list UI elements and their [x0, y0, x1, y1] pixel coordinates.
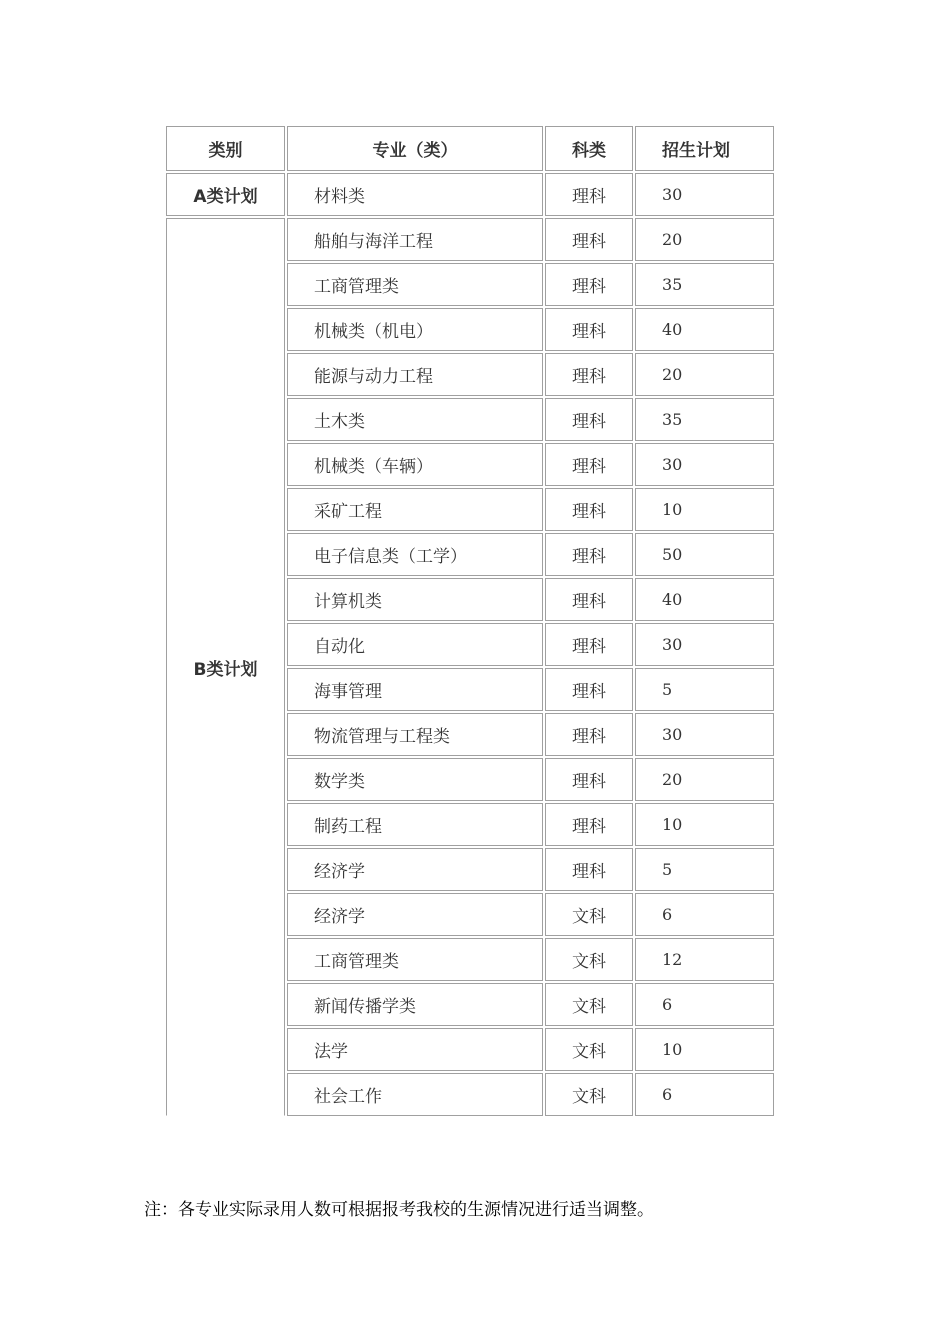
subject-cell: 理科 [545, 713, 633, 756]
table-header-row [166, 126, 774, 171]
subject-cell: 文科 [545, 938, 633, 981]
footnote: 注：各专业实际录用人数可根据报考我校的生源情况进行适当调整。 [144, 1200, 654, 1220]
plan-cell: 10 [635, 488, 774, 531]
subject-cell: 理科 [545, 398, 633, 441]
major-cell: 土木类 [287, 398, 543, 441]
subject-cell: 理科 [545, 848, 633, 891]
major-cell: 物流管理与工程类 [287, 713, 543, 756]
major-cell: 经济学 [287, 848, 543, 891]
plan-cell: 40 [635, 308, 774, 351]
major-cell: 制药工程 [287, 803, 543, 846]
plan-cell: 50 [635, 533, 774, 576]
plan-cell: 6 [635, 983, 774, 1026]
plan-cell: 20 [635, 758, 774, 801]
plan-cell: 12 [635, 938, 774, 981]
major-cell: 自动化 [287, 623, 543, 666]
subject-cell: 文科 [545, 893, 633, 936]
major-cell: 计算机类 [287, 578, 543, 621]
subject-cell: 理科 [545, 263, 633, 306]
header-plan: 招生计划 [635, 126, 774, 171]
category-cell: B类计划 [166, 218, 285, 1116]
subject-cell: 理科 [545, 353, 633, 396]
major-cell: 社会工作 [287, 1073, 543, 1116]
plan-cell: 30 [635, 623, 774, 666]
major-cell: 工商管理类 [287, 263, 543, 306]
major-cell: 材料类 [287, 173, 543, 216]
major-cell: 采矿工程 [287, 488, 543, 531]
table-row [166, 173, 774, 216]
major-cell: 机械类（车辆） [287, 443, 543, 486]
plan-cell: 6 [635, 1073, 774, 1116]
major-cell: 新闻传播学类 [287, 983, 543, 1026]
major-cell: 经济学 [287, 893, 543, 936]
plan-cell: 30 [635, 713, 774, 756]
plan-cell: 30 [635, 173, 774, 216]
subject-cell: 理科 [545, 218, 633, 261]
category-cell: A类计划 [166, 173, 285, 216]
subject-cell: 理科 [545, 758, 633, 801]
major-cell: 电子信息类（工学） [287, 533, 543, 576]
header-major: 专业（类） [287, 126, 543, 171]
table-body [166, 173, 774, 1116]
plan-cell: 20 [635, 353, 774, 396]
plan-cell: 30 [635, 443, 774, 486]
subject-cell: 文科 [545, 1073, 633, 1116]
plan-cell: 35 [635, 398, 774, 441]
subject-cell: 理科 [545, 623, 633, 666]
major-cell: 工商管理类 [287, 938, 543, 981]
major-cell: 数学类 [287, 758, 543, 801]
plan-cell: 10 [635, 803, 774, 846]
header-subject: 科类 [545, 126, 633, 171]
subject-cell: 理科 [545, 578, 633, 621]
plan-cell: 6 [635, 893, 774, 936]
enrollment-plan-table [164, 124, 776, 1118]
major-cell: 船舶与海洋工程 [287, 218, 543, 261]
table-row [166, 218, 774, 261]
plan-cell: 40 [635, 578, 774, 621]
plan-cell: 5 [635, 848, 774, 891]
subject-cell: 理科 [545, 443, 633, 486]
subject-cell: 文科 [545, 983, 633, 1026]
header-category: 类别 [166, 126, 285, 171]
subject-cell: 理科 [545, 308, 633, 351]
plan-cell: 35 [635, 263, 774, 306]
subject-cell: 理科 [545, 668, 633, 711]
major-cell: 机械类（机电） [287, 308, 543, 351]
major-cell: 海事管理 [287, 668, 543, 711]
major-cell: 法学 [287, 1028, 543, 1071]
subject-cell: 理科 [545, 803, 633, 846]
plan-cell: 20 [635, 218, 774, 261]
plan-cell: 5 [635, 668, 774, 711]
subject-cell: 文科 [545, 1028, 633, 1071]
plan-cell: 10 [635, 1028, 774, 1071]
major-cell: 能源与动力工程 [287, 353, 543, 396]
subject-cell: 理科 [545, 488, 633, 531]
subject-cell: 理科 [545, 173, 633, 216]
subject-cell: 理科 [545, 533, 633, 576]
